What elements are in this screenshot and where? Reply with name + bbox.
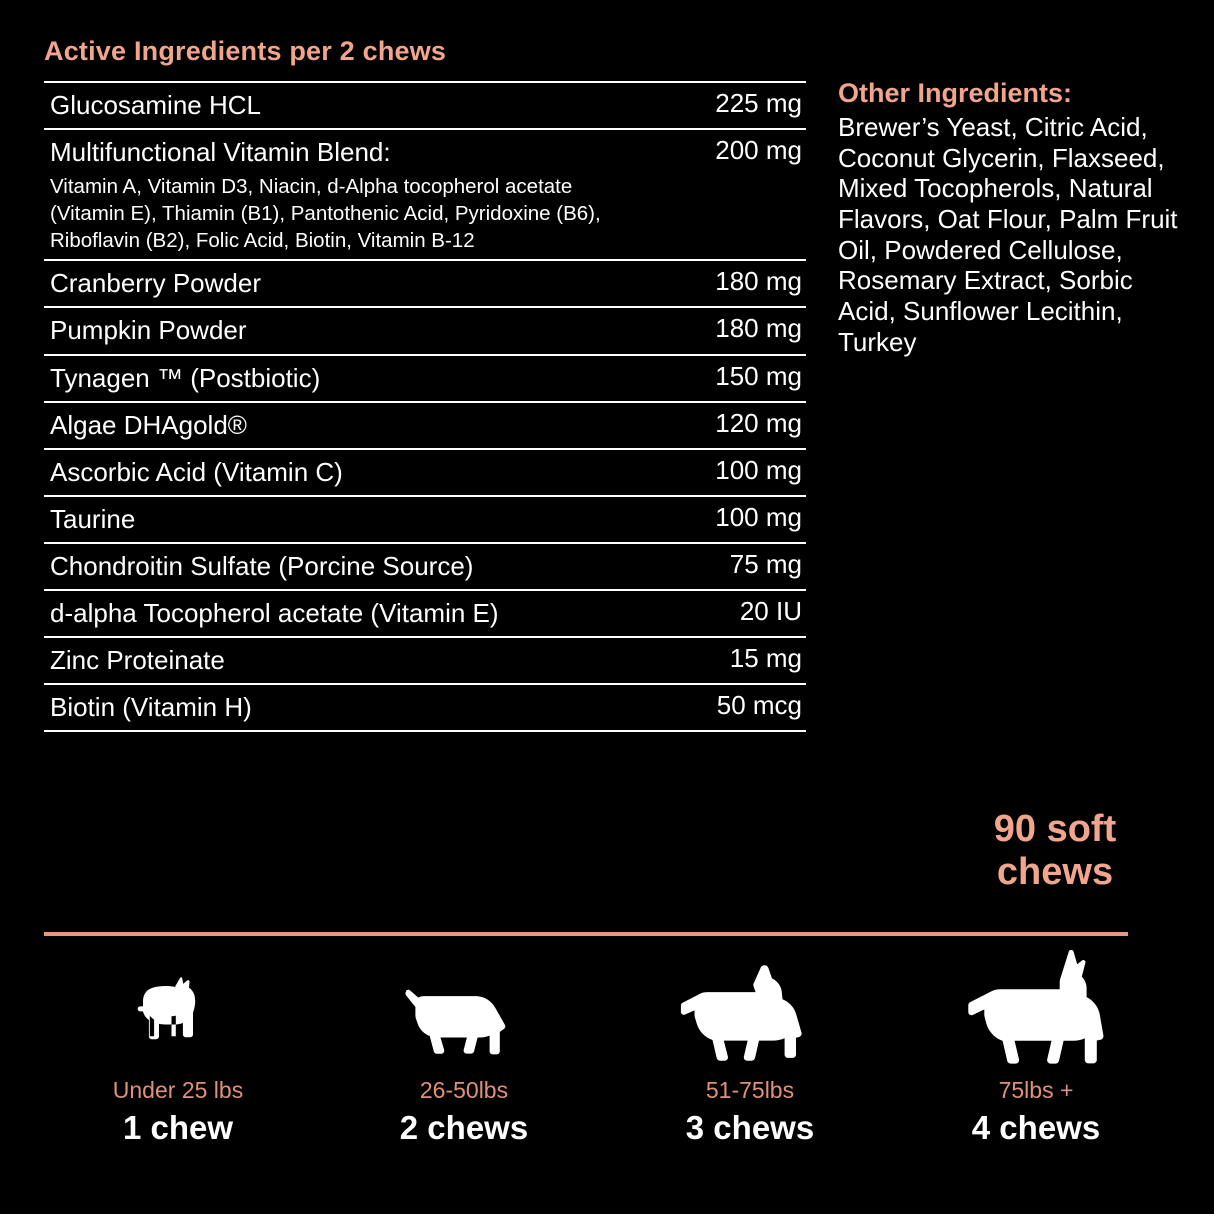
ingredient-name: Taurine [50, 503, 136, 534]
ingredient-amount: 75 mg [729, 548, 802, 579]
dosage-item-large [616, 955, 884, 1147]
chew-count-line2: chews [996, 850, 1114, 893]
table-row [44, 590, 806, 637]
chew-count-badge [930, 808, 1180, 894]
dosage-amount: 2 chews [399, 1109, 529, 1146]
dosage-item-medium [330, 955, 598, 1147]
ingredient-name: Zinc Proteinate [50, 645, 225, 676]
dosage-item-small [44, 955, 312, 1147]
ingredient-amount: 180 mg [715, 313, 802, 344]
table-row [44, 355, 806, 402]
dosage-weight: 26-50lbs [419, 1077, 509, 1103]
ingredient-amount: 50 mcg [716, 690, 802, 721]
dosage-weight: Under 25 lbs [112, 1077, 244, 1103]
ingredient-amount: 225 mg [715, 88, 802, 118]
table-row [44, 449, 806, 496]
ingredient-name: d-alpha Tocopherol acetate (Vitamin E) [50, 597, 499, 628]
ingredient-name: Tynagen ™ (Postbiotic) [50, 362, 321, 393]
small-dog-icon [113, 967, 243, 1067]
active-ingredients-title: Active Ingredients per 2 chews [44, 36, 447, 66]
table-row [44, 684, 806, 731]
ingredient-amount: 180 mg [715, 266, 802, 297]
section-divider [44, 932, 1128, 936]
ingredient-amount: 100 mg [715, 501, 802, 532]
table-row [44, 82, 806, 129]
ingredient-name: Pumpkin Powder [50, 315, 247, 346]
ingredient-name: Biotin (Vitamin H) [50, 692, 252, 723]
table-row [44, 260, 806, 307]
active-ingredients-section [44, 36, 806, 732]
large-dog-icon [665, 959, 835, 1067]
ingredient-amount: 200 mg [715, 135, 802, 166]
ingredient-amount: 100 mg [715, 454, 802, 485]
table-row [44, 543, 806, 590]
ingredient-amount: 120 mg [715, 407, 802, 438]
dosage-amount: 3 chews [685, 1109, 815, 1146]
ingredient-name: Glucosamine HCL [50, 90, 261, 120]
dosage-amount: 1 chew [122, 1109, 234, 1146]
ingredient-sublist: Vitamin A, Vitamin D3, Niacin, d-Alpha tocopherol acetate (Vitamin E), Thiamin (B1), Pantothenic Acid, Pyridoxine (B6), Riboflavin (B2), Folic Acid, Biotin, Vitamin B-12 [50, 175, 601, 253]
xlarge-dog-icon [949, 949, 1124, 1067]
medium-dog-icon [384, 967, 544, 1067]
active-ingredients-table [44, 81, 806, 732]
dosage-weight: 75lbs + [998, 1077, 1074, 1103]
table-row [44, 402, 806, 449]
other-ingredients-section [838, 78, 1178, 357]
dosage-item-xlarge [902, 955, 1170, 1147]
table-row [44, 129, 806, 260]
ingredient-amount: 150 mg [715, 360, 802, 391]
ingredient-name: Ascorbic Acid (Vitamin C) [50, 456, 343, 487]
ingredient-amount: 20 IU [739, 595, 802, 626]
dosage-weight: 51-75lbs [705, 1077, 795, 1103]
table-row [44, 637, 806, 684]
other-ingredients-title: Other Ingredients: [838, 78, 1073, 108]
ingredient-amount: 15 mg [729, 643, 802, 674]
ingredient-name: Cranberry Powder [50, 268, 261, 299]
ingredient-name: Algae DHAgold® [50, 409, 247, 440]
ingredient-name: Chondroitin Sulfate (Porcine Source) [50, 550, 474, 581]
dosage-guide [44, 955, 1170, 1147]
ingredient-name: Multifunctional Vitamin Blend: [50, 137, 391, 168]
other-ingredients-body: Brewer’s Yeast, Citric Acid, Coconut Glycerin, Flaxseed, Mixed Tocopherols, Natural Flavors, Oat Flour, Palm Fruit Oil, Powdered Cellulose, Rosemary Extract, Sorbic Acid, Sunflower Lecithin, Turkey [838, 112, 1178, 357]
chew-count-line1: 90 soft [993, 808, 1117, 850]
table-row [44, 496, 806, 543]
table-row [44, 307, 806, 354]
dosage-amount: 4 chews [971, 1109, 1101, 1146]
